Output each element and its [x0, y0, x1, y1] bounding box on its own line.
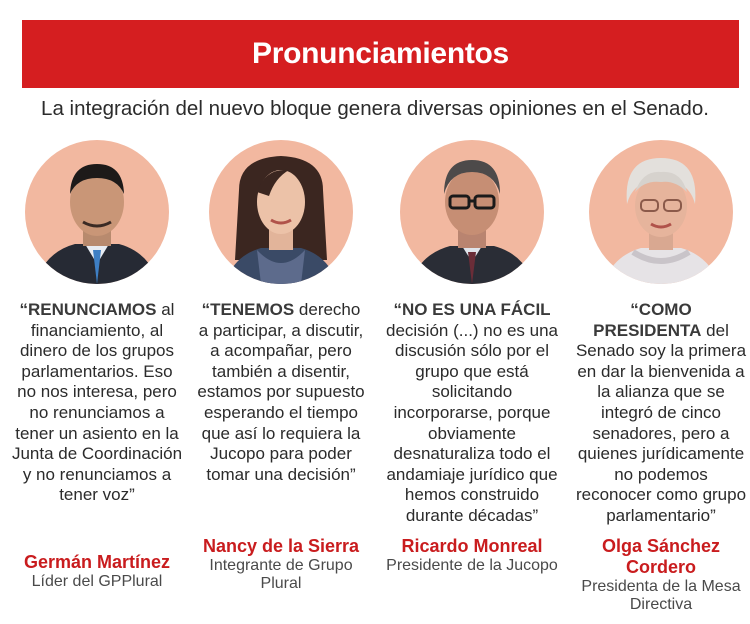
portrait-photo	[209, 140, 353, 284]
quote-lead: “NO ES UNA FÁCIL	[393, 300, 551, 319]
quote-lead: “COMO PRESIDENTA	[593, 300, 702, 340]
person-role: Presidente de la Jucopo	[386, 557, 558, 574]
signature-2	[195, 536, 367, 593]
person-card-3	[386, 140, 558, 527]
person-name: Germán Martínez	[23, 552, 171, 572]
quote-text: decisión (...) no es una discusión sólo por el grupo que está solicitando incorporarse, porque obviamente desnaturaliza todo el andamiaje jurídico que hemos construido durante décadas”	[386, 320, 558, 525]
quote-text: al financiamiento, al dinero de los grupos parlamentarios. Eso no nos interesa, pero no renunciamos a tener un asiento en la Junta de Coordinación y no renunciamos a tener voz”	[11, 300, 183, 505]
page-subtitle: La integración del nuevo bloque genera diversas opiniones en el Senado.	[41, 97, 709, 120]
page-title: Pronunciamientos	[252, 37, 509, 70]
quote	[386, 300, 558, 527]
person-name: Olga Sánchez Cordero	[601, 536, 721, 577]
person-role: Presidenta de la Mesa Directiva	[581, 578, 741, 613]
portrait-photo	[400, 140, 544, 284]
quote	[575, 300, 747, 527]
signature-4	[575, 536, 747, 614]
person-card-4	[575, 140, 747, 527]
signature-1	[11, 552, 183, 591]
person-role: Integrante de Grupo Plural	[209, 557, 353, 592]
person-card-1	[11, 140, 183, 506]
person-card-2	[195, 140, 367, 485]
portrait-photo	[589, 140, 733, 284]
quote-lead: “TENEMOS	[201, 300, 295, 319]
portrait-photo	[25, 140, 169, 284]
quote	[195, 300, 367, 485]
quote-lead: “RENUNCIAMOS	[19, 300, 157, 319]
title-banner	[22, 20, 739, 88]
person-role: Líder del GPPlural	[31, 573, 163, 590]
signature-3	[386, 536, 558, 575]
quote	[11, 300, 183, 506]
person-name: Nancy de la Sierra	[202, 536, 360, 556]
quote-text: del Senado soy la primera en dar la bienvenida a la alianza que se integró de cinco senadores, pero a quienes jurídicamente no podemos reconocer como grupo parlamentario”	[575, 320, 747, 525]
person-name: Ricardo Monreal	[401, 536, 543, 556]
quote-text: derecho a participar, a discutir, a acompañar, pero también a disentir, estamos por supuesto esperando el tiempo que así lo requiera la Jucopo para poder tomar una decisión”	[197, 300, 365, 484]
